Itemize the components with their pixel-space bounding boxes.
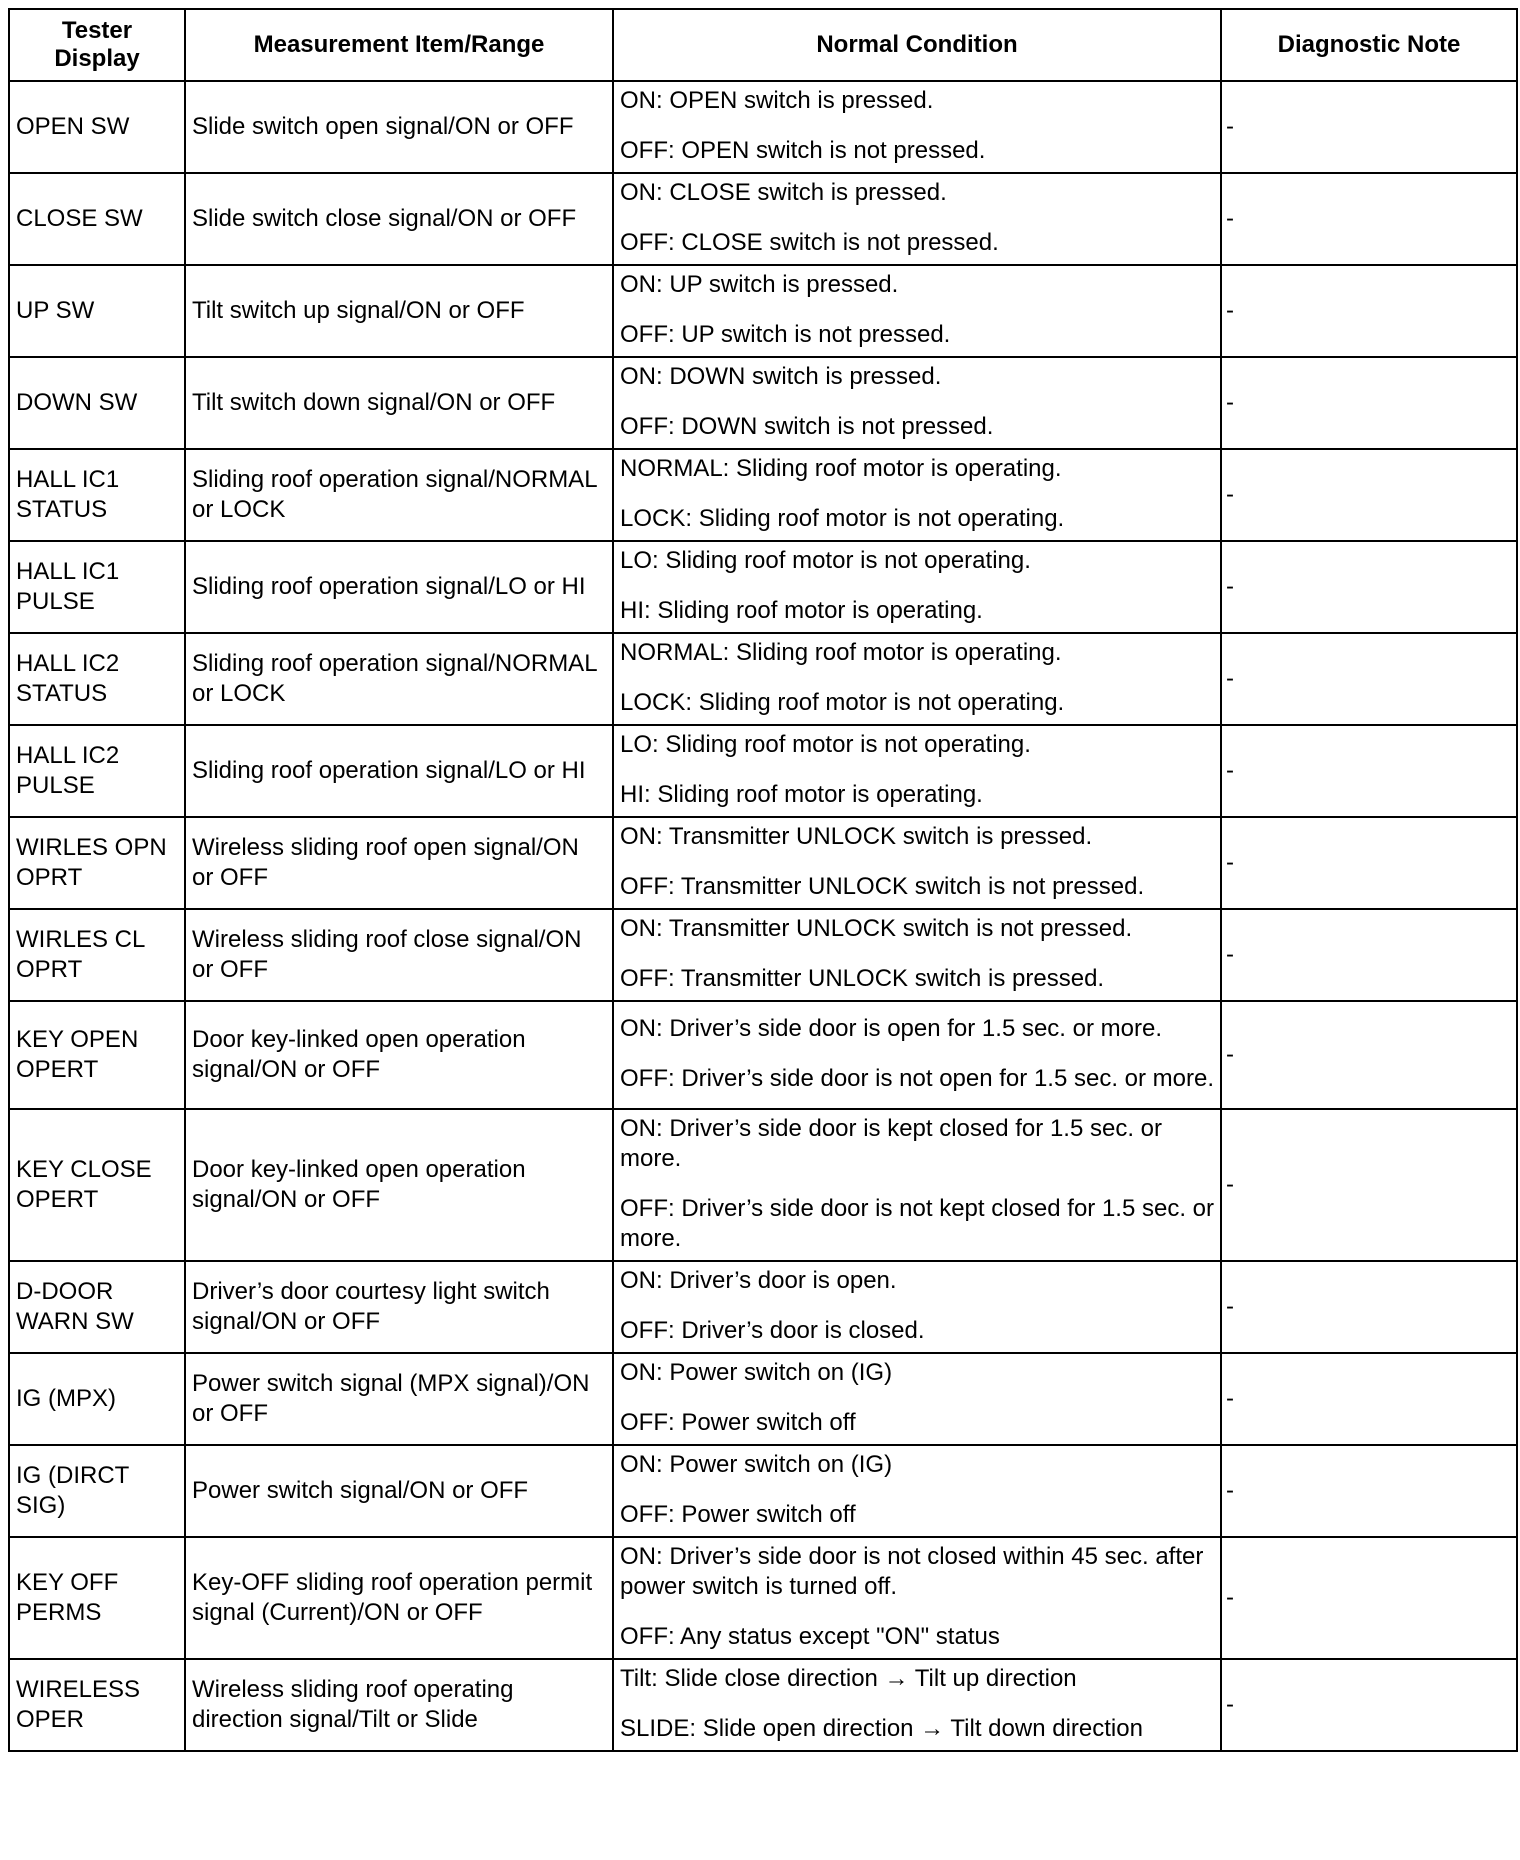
condition-line: OFF: Transmitter UNLOCK switch is pressed.: [620, 965, 1105, 992]
diagnostic-note-cell: -: [1221, 81, 1517, 173]
condition-line: OFF: OPEN switch is not pressed.: [620, 137, 986, 164]
table-row: [9, 1353, 1517, 1445]
measurement-item-cell: Wireless sliding roof operating direction signal/Tilt or Slide: [185, 1659, 613, 1751]
tester-display-cell: OPEN SW: [9, 81, 185, 173]
normal-condition-cell: [613, 1109, 1221, 1261]
table-row: [9, 633, 1517, 725]
diagnostic-note-cell: -: [1221, 1537, 1517, 1659]
condition-list: [620, 1354, 1214, 1444]
tester-display-cell: UP SW: [9, 265, 185, 357]
condition-line: ON: Driver’s side door is open for 1.5 sec. or more.: [620, 1015, 1162, 1042]
normal-condition-cell: [613, 173, 1221, 265]
condition-list: [620, 358, 1214, 448]
table-row: [9, 1537, 1517, 1659]
diagnostic-note-cell: -: [1221, 1261, 1517, 1353]
diagnostic-note-cell: -: [1221, 1109, 1517, 1261]
measurement-item-cell: Driver’s door courtesy light switch signal/ON or OFF: [185, 1261, 613, 1353]
header-normal-condition: Normal Condition: [613, 9, 1221, 81]
tester-display-cell: CLOSE SW: [9, 173, 185, 265]
normal-condition-cell: [613, 633, 1221, 725]
table-row: [9, 81, 1517, 173]
diagnostic-note-cell: -: [1221, 1445, 1517, 1537]
condition-line: LOCK: Sliding roof motor is not operating.: [620, 689, 1065, 716]
condition-list: [620, 266, 1214, 356]
header-measurement-item: Measurement Item/Range: [185, 9, 613, 81]
condition-line: LOCK: Sliding roof motor is not operating.: [620, 505, 1065, 532]
tester-display-cell: WIRELESS OPER: [9, 1659, 185, 1751]
table-row: [9, 449, 1517, 541]
measurement-item-cell: Power switch signal (MPX signal)/ON or OFF: [185, 1353, 613, 1445]
condition-list: [620, 1110, 1214, 1260]
condition-line: OFF: UP switch is not pressed.: [620, 321, 951, 348]
measurement-item-cell: Slide switch open signal/ON or OFF: [185, 81, 613, 173]
tester-display-cell: WIRLES OPN OPRT: [9, 817, 185, 909]
condition-list: [620, 1446, 1214, 1536]
table-row: [9, 173, 1517, 265]
normal-condition-cell: [613, 817, 1221, 909]
condition-line: LO: Sliding roof motor is not operating.: [620, 547, 1031, 574]
tester-display-cell: HALL IC1 PULSE: [9, 541, 185, 633]
tester-display-cell: KEY OPEN OPERT: [9, 1001, 185, 1109]
condition-line: OFF: Power switch off: [620, 1501, 856, 1528]
condition-line: SLIDE: Slide open direction → Tilt down direction: [620, 1715, 1143, 1742]
tester-display-cell: DOWN SW: [9, 357, 185, 449]
condition-line: ON: DOWN switch is pressed.: [620, 363, 942, 390]
measurement-item-cell: Door key-linked open operation signal/ON or OFF: [185, 1109, 613, 1261]
condition-list: [620, 726, 1214, 816]
condition-line: HI: Sliding roof motor is operating.: [620, 781, 983, 808]
normal-condition-cell: [613, 1659, 1221, 1751]
measurement-item-cell: Sliding roof operation signal/LO or HI: [185, 725, 613, 817]
condition-line: OFF: Driver’s door is closed.: [620, 1317, 925, 1344]
measurement-item-cell: Door key-linked open operation signal/ON or OFF: [185, 1001, 613, 1109]
normal-condition-cell: [613, 1445, 1221, 1537]
condition-list: [620, 634, 1214, 724]
normal-condition-cell: [613, 81, 1221, 173]
condition-line: ON: Transmitter UNLOCK switch is pressed.: [620, 823, 1093, 850]
measurement-item-cell: Key-OFF sliding roof operation permit signal (Current)/ON or OFF: [185, 1537, 613, 1659]
tester-display-cell: IG (DIRCT SIG): [9, 1445, 185, 1537]
condition-list: [620, 910, 1214, 1000]
tester-display-cell: HALL IC2 STATUS: [9, 633, 185, 725]
condition-line: HI: Sliding roof motor is operating.: [620, 597, 983, 624]
table-row: [9, 357, 1517, 449]
condition-line: LO: Sliding roof motor is not operating.: [620, 731, 1031, 758]
tester-display-cell: HALL IC2 PULSE: [9, 725, 185, 817]
normal-condition-cell: [613, 449, 1221, 541]
condition-line: OFF: Transmitter UNLOCK switch is not pressed.: [620, 873, 1145, 900]
condition-line: OFF: Any status except "ON" status: [620, 1623, 1000, 1650]
table-row: [9, 541, 1517, 633]
condition-line: ON: Driver’s side door is kept closed for 1.5 sec. or more.: [620, 1115, 1162, 1172]
diagnostic-note-cell: -: [1221, 1001, 1517, 1109]
condition-list: [620, 174, 1214, 264]
table-row: [9, 1001, 1517, 1109]
table-row: [9, 1659, 1517, 1751]
diagnostic-note-cell: -: [1221, 817, 1517, 909]
data-list-table: [8, 8, 1518, 1752]
normal-condition-cell: [613, 1001, 1221, 1109]
condition-list: [620, 818, 1214, 908]
diagnostic-note-cell: -: [1221, 541, 1517, 633]
condition-line: OFF: Power switch off: [620, 1409, 856, 1436]
measurement-item-cell: Sliding roof operation signal/LO or HI: [185, 541, 613, 633]
measurement-item-cell: Tilt switch down signal/ON or OFF: [185, 357, 613, 449]
table-row: [9, 817, 1517, 909]
tester-display-cell: D-DOOR WARN SW: [9, 1261, 185, 1353]
measurement-item-cell: Power switch signal/ON or OFF: [185, 1445, 613, 1537]
condition-list: [620, 1538, 1214, 1658]
normal-condition-cell: [613, 725, 1221, 817]
condition-line: NORMAL: Sliding roof motor is operating.: [620, 639, 1062, 666]
measurement-item-cell: Wireless sliding roof close signal/ON or OFF: [185, 909, 613, 1001]
diagnostic-note-cell: -: [1221, 1353, 1517, 1445]
diagnostic-table-wrapper: [8, 8, 1516, 1752]
condition-list: [620, 542, 1214, 632]
condition-line: ON: OPEN switch is pressed.: [620, 87, 934, 114]
normal-condition-cell: [613, 357, 1221, 449]
condition-line: OFF: DOWN switch is not pressed.: [620, 413, 994, 440]
condition-line: ON: Transmitter UNLOCK switch is not pressed.: [620, 915, 1133, 942]
diagnostic-note-cell: -: [1221, 449, 1517, 541]
diagnostic-note-cell: -: [1221, 265, 1517, 357]
condition-line: NORMAL: Sliding roof motor is operating.: [620, 455, 1062, 482]
table-row: [9, 1261, 1517, 1353]
measurement-item-cell: Slide switch close signal/ON or OFF: [185, 173, 613, 265]
normal-condition-cell: [613, 909, 1221, 1001]
condition-line: OFF: Driver’s side door is not open for 1.5 sec. or more.: [620, 1065, 1215, 1092]
condition-list: [620, 1660, 1214, 1750]
diagnostic-note-cell: -: [1221, 173, 1517, 265]
normal-condition-cell: [613, 1353, 1221, 1445]
table-body: [9, 81, 1517, 1751]
condition-line: ON: Power switch on (IG): [620, 1451, 893, 1478]
table-row: [9, 1445, 1517, 1537]
header-tester-display: Tester Display: [9, 9, 185, 81]
condition-list: [620, 1010, 1214, 1100]
normal-condition-cell: [613, 1261, 1221, 1353]
diagnostic-note-cell: -: [1221, 1659, 1517, 1751]
tester-display-cell: IG (MPX): [9, 1353, 185, 1445]
diagnostic-note-cell: -: [1221, 725, 1517, 817]
tester-display-cell: WIRLES CL OPRT: [9, 909, 185, 1001]
condition-list: [620, 450, 1214, 540]
measurement-item-cell: Sliding roof operation signal/NORMAL or LOCK: [185, 633, 613, 725]
table-row: [9, 1109, 1517, 1261]
condition-line: ON: Driver’s side door is not closed within 45 sec. after power switch is turned off.: [620, 1543, 1204, 1600]
measurement-item-cell: Wireless sliding roof open signal/ON or OFF: [185, 817, 613, 909]
table-header-row: [9, 9, 1517, 81]
condition-line: ON: Power switch on (IG): [620, 1359, 893, 1386]
condition-list: [620, 1262, 1214, 1352]
normal-condition-cell: [613, 1537, 1221, 1659]
measurement-item-cell: Tilt switch up signal/ON or OFF: [185, 265, 613, 357]
diagnostic-note-cell: -: [1221, 909, 1517, 1001]
condition-line: OFF: CLOSE switch is not pressed.: [620, 229, 999, 256]
table-row: [9, 725, 1517, 817]
normal-condition-cell: [613, 541, 1221, 633]
tester-display-cell: HALL IC1 STATUS: [9, 449, 185, 541]
condition-list: [620, 82, 1214, 172]
diagnostic-note-cell: -: [1221, 633, 1517, 725]
table-row: [9, 265, 1517, 357]
diagnostic-note-cell: -: [1221, 357, 1517, 449]
table-row: [9, 909, 1517, 1001]
condition-line: ON: UP switch is pressed.: [620, 271, 899, 298]
tester-display-cell: KEY OFF PERMS: [9, 1537, 185, 1659]
condition-line: ON: Driver’s door is open.: [620, 1267, 897, 1294]
normal-condition-cell: [613, 265, 1221, 357]
condition-line: OFF: Driver’s side door is not kept closed for 1.5 sec. or more.: [620, 1195, 1215, 1252]
header-diagnostic-note: Diagnostic Note: [1221, 9, 1517, 81]
measurement-item-cell: Sliding roof operation signal/NORMAL or LOCK: [185, 449, 613, 541]
condition-line: Tilt: Slide close direction → Tilt up direction: [620, 1665, 1077, 1692]
condition-line: ON: CLOSE switch is pressed.: [620, 179, 947, 206]
tester-display-cell: KEY CLOSE OPERT: [9, 1109, 185, 1261]
